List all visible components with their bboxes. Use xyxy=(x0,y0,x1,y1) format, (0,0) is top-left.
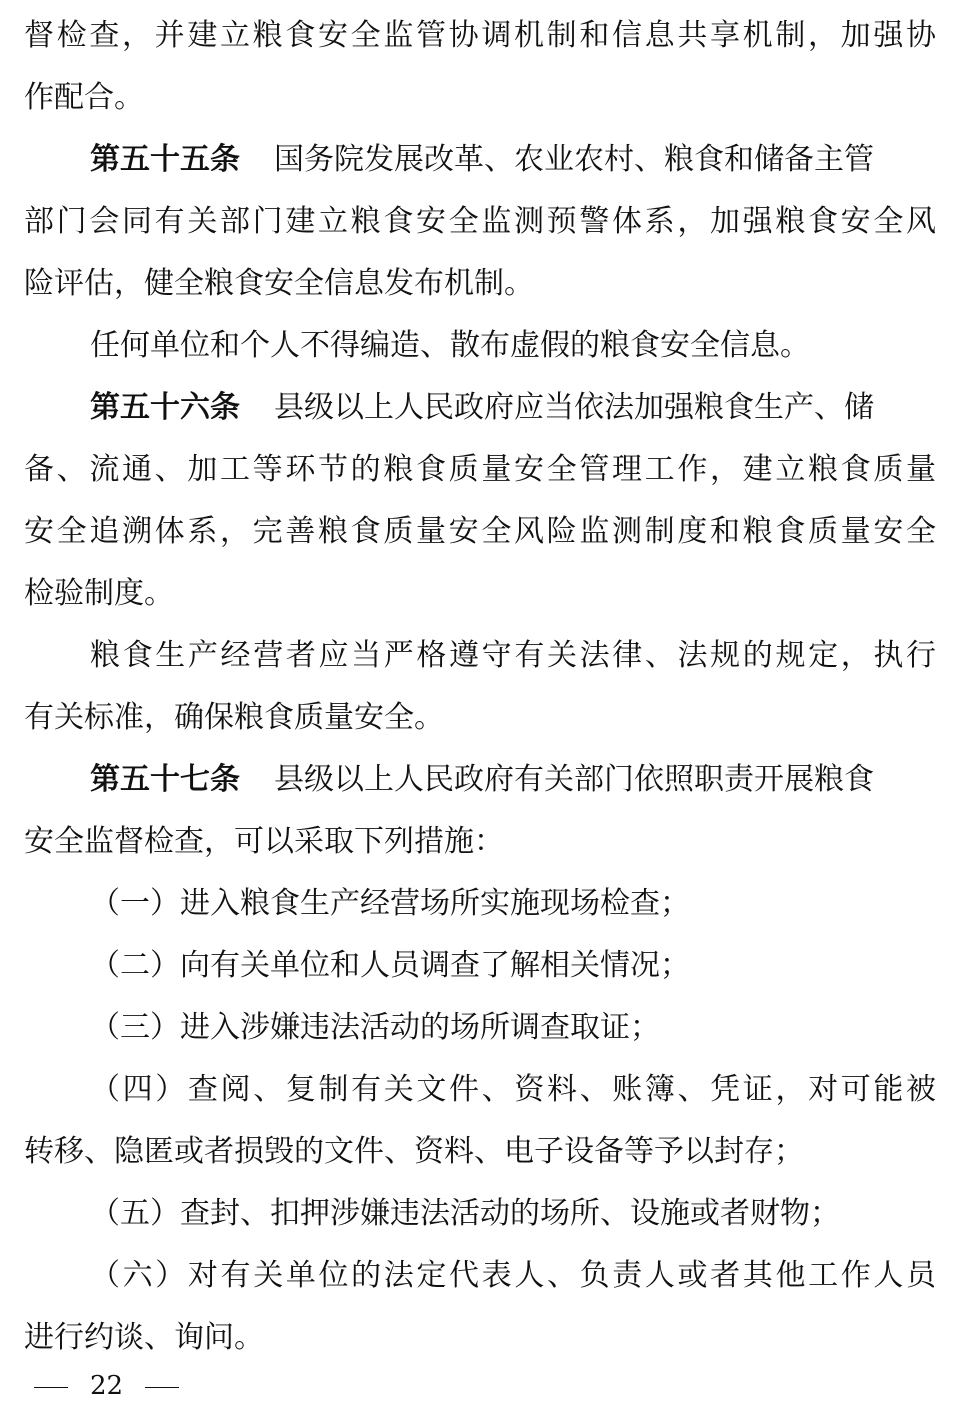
list-item: （二）向有关单位和人员调查了解相关情况； xyxy=(90,948,690,983)
text-line: 督检查，并建立粮食安全监管协调机制和信息共享机制，加强协 xyxy=(24,18,936,53)
article-56-text: 县级以上人民政府应当依法加强粮食生产、储 xyxy=(274,390,874,425)
text-line: 任何单位和个人不得编造、散布虚假的粮食安全信息。 xyxy=(90,328,810,363)
article-57-line xyxy=(90,758,936,802)
text-line: 备、流通、加工等环节的粮食质量安全管理工作，建立粮食质量 xyxy=(24,452,936,487)
text-line: 安全监督检查，可以采取下列措施： xyxy=(24,824,504,859)
list-item: （六）对有关单位的法定代表人、负责人或者其他工作人员 xyxy=(90,1258,936,1293)
article-56-title: 第五十六条 xyxy=(90,390,240,425)
text-line: 作配合。 xyxy=(24,80,144,115)
list-item: （三）进入涉嫌违法活动的场所调查取证； xyxy=(90,1010,660,1045)
text-line: 检验制度。 xyxy=(24,576,174,611)
article-57-title: 第五十七条 xyxy=(90,762,240,797)
list-item: （一）进入粮食生产经营场所实施现场检查； xyxy=(90,886,690,921)
list-item-continuation: 进行约谈、询问。 xyxy=(24,1320,264,1355)
list-item-continuation: 转移、隐匿或者损毁的文件、资料、电子设备等予以封存； xyxy=(24,1134,804,1169)
list-item: （四）查阅、复制有关文件、资料、账簿、凭证，对可能被 xyxy=(90,1072,936,1107)
article-57-text: 县级以上人民政府有关部门依照职责开展粮食 xyxy=(274,762,874,797)
article-55-title: 第五十五条 xyxy=(90,142,240,177)
text-line: 安全追溯体系，完善粮食质量安全风险监测制度和粮食质量安全 xyxy=(24,514,936,549)
article-56-line xyxy=(90,386,936,430)
article-55-text: 国务院发展改革、农业农村、粮食和储备主管 xyxy=(274,142,874,177)
page-number: 22 xyxy=(90,1371,124,1401)
text-line: 险评估，健全粮食安全信息发布机制。 xyxy=(24,266,534,301)
text-line: 粮食生产经营者应当严格遵守有关法律、法规的规定，执行 xyxy=(90,638,936,673)
text-line: 有关标准，确保粮食质量安全。 xyxy=(24,700,444,735)
text-line: 部门会同有关部门建立粮食安全监测预警体系，加强粮食安全风 xyxy=(24,204,936,239)
footer-dash-right xyxy=(145,1387,179,1388)
list-item: （五）查封、扣押涉嫌违法活动的场所、设施或者财物； xyxy=(90,1196,840,1231)
footer-dash-left xyxy=(34,1387,68,1388)
page-footer xyxy=(34,1366,179,1406)
article-55-line xyxy=(90,138,936,182)
